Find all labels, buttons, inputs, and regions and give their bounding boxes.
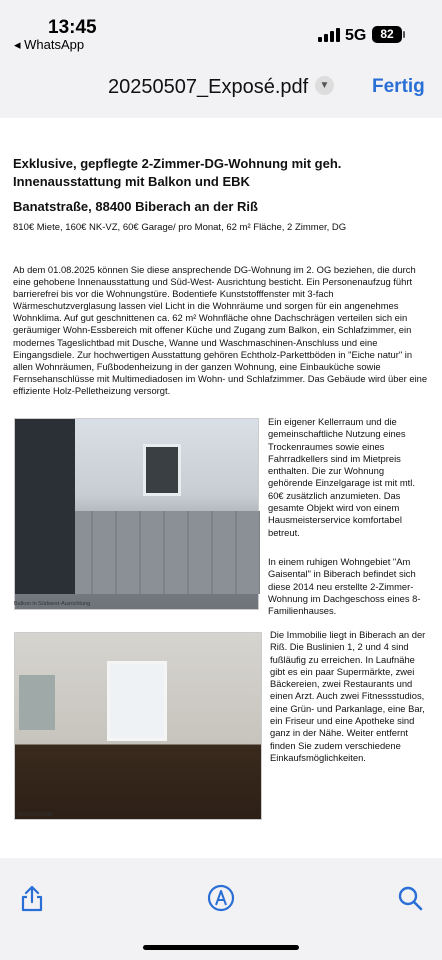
signal-icon <box>318 28 340 42</box>
balcony-window <box>143 444 181 496</box>
network-type: 5G <box>345 27 367 44</box>
battery-nub <box>403 31 405 38</box>
home-indicator[interactable] <box>143 945 299 950</box>
balcony-photo <box>14 418 259 610</box>
chevron-down-icon[interactable]: ▼ <box>315 76 334 95</box>
battery-icon: 82 <box>372 26 402 43</box>
balcony-caption: Balkon in Südwest-Ausrichtung <box>14 601 91 607</box>
done-button[interactable]: Fertig <box>372 76 425 97</box>
back-to-app-link[interactable]: ◂ WhatsApp <box>14 37 85 52</box>
listing-address: Banatstraße, 88400 Biberach an der Riß <box>13 199 258 214</box>
text-neighborhood: In einem ruhigen Wohngebiet "Am Gaisental" in Biberach befindet sich diese 2014 neu erstellte 2-Zimmer-Wohnung im Dachgeschoss eines 8-Familienhauses. <box>268 556 421 617</box>
listing-headline: Exklusive, gepflegte 2-Zimmer-DG-Wohnung mit geh. Innenausstattung mit Balkon und EBK <box>13 156 342 189</box>
document-title[interactable]: 20250507_Exposé.pdf <box>108 76 309 98</box>
search-icon[interactable] <box>396 884 424 912</box>
living-room-window <box>107 661 167 741</box>
status-bar <box>0 0 442 56</box>
text-location: Die Immobilie liegt in Biberach an der Riß. Die Buslinien 1, 2 und 4 sind fußläufig zu erreichen. In Laufnähe gibt es ein paar Supermärkte, zwei Bäckereien, zwei Restaurants und einen Arzt. Auch zwei Fitnessstudios, eine Grün- und Parkanlage, eine Bar, ein Friseur und eine Apotheke sind ganz in der Nähe. Weiter entfernt finden Sie zudem verschiedene Einkaufsmöglichkeiten. <box>270 629 426 763</box>
balcony-door <box>15 419 75 594</box>
listing-facts: 810€ Miete, 160€ NK-VZ, 60€ Garage/ pro Monat, 62 m² Fläche, 2 Zimmer, DG <box>13 222 347 233</box>
living-room-photo <box>14 632 262 820</box>
listing-description: Ab dem 01.08.2025 können Sie diese ansprechende DG-Wohnung im 2. OG beziehen, die durch eine gehobene Innenausstattung und Süd-West- Ausrichtung besticht. Ein Personenaufzug führt barrierefrei bis vor die Wohnungstüre. Bodentiefe Kunststofffenster mit 3-fach Wärmeschutzverglasung lassen viel Licht in die Wohnräume und sorgen für ein angenehmes Wohnklima. Auf gut geschnittenen ca. 62 m² Wohnfläche ohne Dachschrägen verteilen sich ein geräumiger Wohn-Essbereich mit offener Küche und Zugang zum Balkon, ein Schlafzimmer, ein modernes Tageslichtbad mit Dusche, Wanne und Waschmaschinen-Anschluss und eine Eingangsdiele. Zur hochwertigen Ausstattung gehören Echtholz-Parkettböden in "Eiche natur" in allen Wohnräumen, Fußbodenheizung in der ganzen Wohnung, eine Einbauküche sowie Fernsehanschlüsse mit Multimediadosen im Wohn- und Schlafzimmer. Das Gebäude wird über eine effiziente Holz-Pelletheizung versorgt. <box>13 264 428 396</box>
markup-pen-icon[interactable] <box>207 884 235 912</box>
text-cellar: Ein eigener Kellerraum und die gemeinschaftliche Nutzung eines Trockenraumes sowie eines Fahrradkellers sind im Mietpreis enthalten. Die zur Wohnung gehörende Einzelgarage ist mit mtl. 60€ zusätzlich anzumieten. Das gesamte Objekt wird von einem Hausmeisterservice komfortabel betreut. <box>268 416 415 538</box>
living-room-side-window <box>19 675 55 730</box>
share-icon[interactable] <box>18 884 46 912</box>
status-time: 13:45 <box>48 17 97 38</box>
balcony-floor <box>45 511 260 594</box>
living-room-caption: Wohnzimmer <box>18 812 54 818</box>
